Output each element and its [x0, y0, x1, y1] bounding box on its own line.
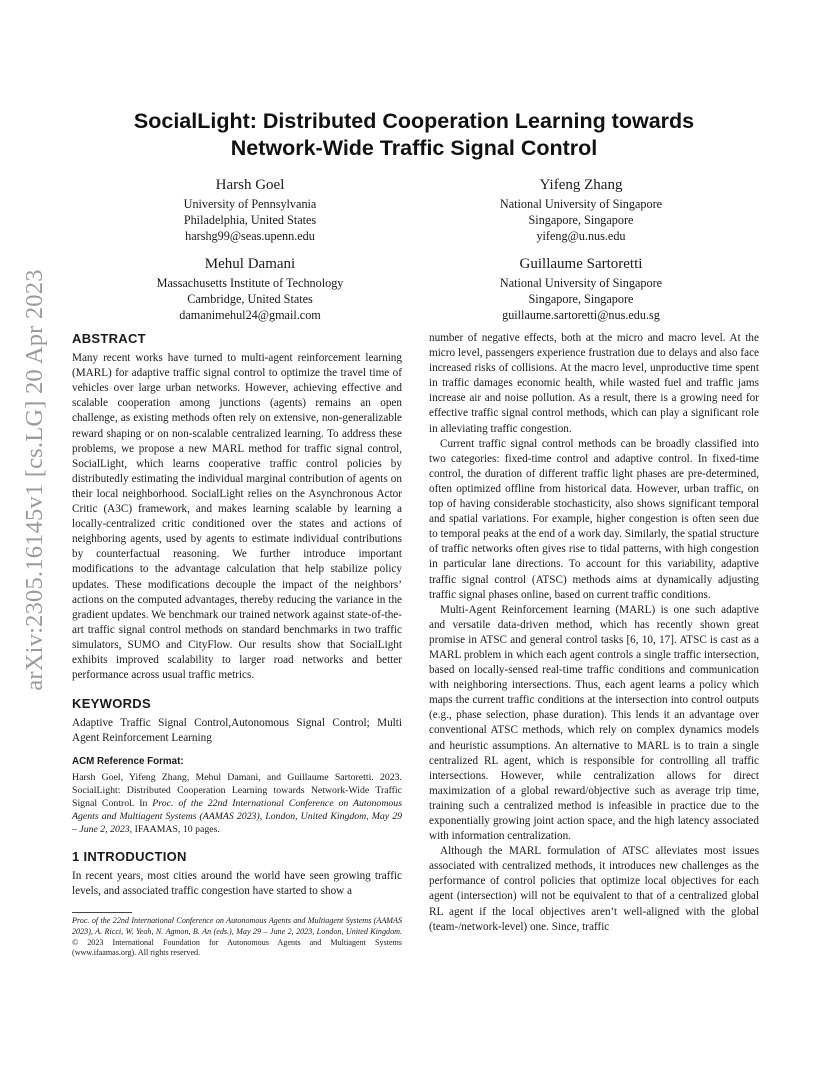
author-email: yifeng@u.nus.edu [536, 229, 626, 243]
abstract-heading: ABSTRACT [72, 331, 146, 346]
author-email: guillaume.sartoretti@nus.edu.sg [502, 308, 660, 322]
abstract-text: Many recent works have turned to multi-agent reinforcement learning (MARL) for adaptive traffic signal control to optimize the travel time of vehicles over large urban networks. However, achieving effective and scalable cooperation among junctions (agents) remains an open challenge, as existing methods often rely on extensive, non-generalizable reward shaping or on non-scalable centralized learning. To address these problems, we propose a new MARL method for traffic signal control, SocialLight, which learns cooperative traffic control policies by distributedly estimating the individual marginal contribution of agents on their local neighborhood. SocialLight relies on the Asynchronous Actor Critic (A3C) framework, and makes learning scalable by learning a locally-centralized critic conditioned over the states and actions of neighboring agents, used by agents to estimate individual contributions by counterfactual reasoning. We further introduce important modifications to the advantage calculation that help stabilize policy updates. These modifications decouple the impact of the neighbors’ actions on the computed advantages, thereby reducing the variance in the gradient updates. We benchmark our trained network against state-of-the-art traffic signal control methods on standard benchmarks in two traffic simulators, SUMO and CityFlow. Our results show that SocialLight exhibits improved scalability to larger road networks and better performance across usual traffic metrics. [72, 352, 402, 682]
author-location: Singapore, Singapore [528, 292, 634, 306]
acm-citation: Harsh Goel, Yifeng Zhang, Mehul Damani, and Guillaume Sartoretti. 2023. SocialLight: Distributed Cooperation Learning towards Network-Wide Traffic Signal Control. In [72, 771, 402, 809]
footnote [72, 916, 402, 959]
author-location: Cambridge, United States [187, 292, 313, 306]
author-location: Philadelphia, United States [183, 213, 317, 227]
author-name: Yifeng Zhang [539, 177, 623, 193]
author-block [461, 254, 701, 323]
footnote-venue: Proc. of the 22nd International Conference on Autonomous Agents and Multiagent Systems (AAMAS 2023), A. Ricci, W. Yeoh, N. Agmon, B. An (eds.), May 29 – June 2, 2023, London, United Kingdom. [72, 916, 402, 936]
body-paragraph: Current traffic signal control methods can be broadly classified into two categories: fixed-time control and adaptive control. In fixed-time control, the duration of different traffic light phases are pre-determined, often optimized offline from historical data. However, urban traffic, on top of having considerable stochasticity, also shows significant temporal and spatial variations. For example, higher congestion is often seen due to temporal peaks at the end of a work day. Similarly, the spatial structure of traffic networks often gives rise to tidal patterns, with high congestion in particular lane directions. To account for this variability, adaptive traffic signal control (ATSC) methods aims at dynamically adjusting traffic signal phases online, based on current traffic conditions. [429, 437, 759, 601]
author-block [145, 175, 355, 244]
author-affiliation: University of Pennsylvania [183, 197, 317, 211]
acm-reference-text [72, 771, 402, 837]
footnote-copyright: © 2023 International Foundation for Autonomous Agents and Multiagent Systems (www.ifaamas.org). All rights reserved. [72, 937, 402, 958]
intro-text: In recent years, most cities around the world have seen growing traffic levels, and associated traffic congestion have started to show a [72, 869, 402, 897]
right-column [429, 331, 759, 935]
body-paragraph: Multi-Agent Reinforcement learning (MARL) is one such adaptive and versatile data-driven method, which has recently shown great promise in ATSC and general control tasks [6, 10, 17]. ATSC is cast as a MARL problem in which each agent controls a single traffic intersection, based on locally-sensed real-time traffic conditions and communication with neighboring intersections. Thus, each agent learns a policy which maps the current traffic conditions at the intersection into control outputs (e.g., phase selection, phase duration). This lends it an advantage over conventional ATSC methods, which rely on complex dynamics models and heuristic assumptions. An alternative to MARL is to train a single centralized RL agent, which is responsible for controlling all traffic intersections. However, while centralization allows for direct maximization of a global reward/objective such as average trip time, training such a centralized method is infeasible in practice due to the exponentially growing joint action space, and the high latency associated with information centralization. [429, 603, 759, 843]
footnote-rule [72, 912, 132, 913]
body-paragraph: Although the MARL formulation of ATSC alleviates most issues associated with centralized methods, it introduces new challenges as the performance of control policies that optimize local objectives for each agent (intersection) will not be equivalent to that of a centralized global RL agent if the local objectives aren’t well-aligned with the global (team-/network-level) one. Since, traffic [429, 845, 759, 933]
author-email: damanimehul24@gmail.com [179, 308, 321, 322]
acm-venue: Proc. of the 22nd International Conference on Autonomous Agents and Multiagent Systems (AAMAS 2023), London, United Kingdom, May 29 – June 2, 2023, [72, 797, 403, 836]
left-column [72, 331, 402, 899]
keywords-heading: KEYWORDS [72, 696, 151, 712]
author-block [461, 175, 701, 244]
acm-publisher: IFAAMAS, 10 pages. [132, 824, 220, 836]
introduction-heading: 1 INTRODUCTION [72, 848, 187, 864]
author-location: Singapore, Singapore [528, 213, 634, 227]
arxiv-identifier [13, 269, 57, 691]
body-paragraph: number of negative effects, both at the micro and macro level. At the micro level, passengers experience frustration due to delays and also face increased risks of collisions. At the macro level, unproductive time spent in traffic damages economic health, while wasted fuel and traffic jams increase air and noise pollution. As a result, there is a growing need for effective traffic signal control methods, which can play a significant role in alleviating traffic congestion. [429, 332, 759, 435]
keywords-text: Adaptive Traffic Signal Control,Autonomous Signal Control; Multi Agent Reinforcement Learning [72, 717, 402, 745]
title-line-2: Network-Wide Traffic Signal Control [230, 136, 598, 160]
arxiv-id-text: arXiv:2305.16145v1 [cs.LG] 20 Apr 2023 [21, 269, 48, 691]
author-name: Harsh Goel [215, 177, 285, 193]
author-affiliation: National University of Singapore [499, 197, 663, 211]
title-line-1: SocialLight: Distributed Cooperation Learning towards [133, 109, 695, 133]
author-affiliation: National University of Singapore [499, 276, 663, 290]
author-email: harshg99@seas.upenn.edu [185, 229, 315, 243]
author-block [125, 254, 375, 323]
paper-title [70, 108, 758, 162]
author-affiliation: Massachusetts Institute of Technology [156, 276, 344, 290]
author-name: Mehul Damani [204, 256, 296, 272]
acm-reference-heading: ACM Reference Format: [72, 756, 184, 768]
author-name: Guillaume Sartoretti [519, 256, 643, 272]
